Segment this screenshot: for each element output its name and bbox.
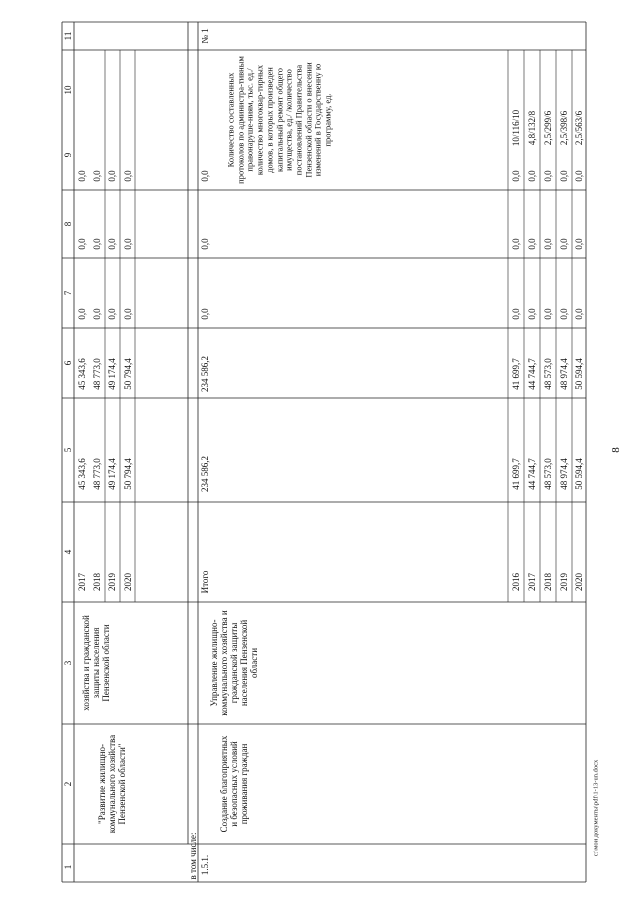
- task-col6: 48 573,0: [543, 358, 553, 390]
- program-col8: 0,0: [123, 238, 133, 250]
- task-col9: 0,0: [559, 170, 569, 182]
- program-col6: 45 343,6: [77, 358, 87, 390]
- header-col-10: 10: [63, 85, 73, 95]
- header-col-6: 6: [63, 360, 73, 366]
- task-col6: 50 594,4: [574, 358, 584, 390]
- task-col7: 0,0: [574, 308, 584, 320]
- task-col5: 44 744,7: [527, 458, 537, 490]
- task-executor: Управление жилищно-коммунального хозяйства и гражданской защиты населения Пензенской области: [209, 610, 259, 716]
- program-col5: 48 773,0: [92, 458, 102, 490]
- task-col6: 44 744,7: [527, 358, 537, 390]
- task-col8: 0,0: [511, 238, 521, 250]
- header-col-11: 11: [63, 31, 73, 41]
- program-col5: 45 343,6: [77, 458, 87, 490]
- task-total-col6: 234 586,2: [200, 356, 210, 392]
- task-name: Создание благоприятных и безопасных условий проживания граждан: [219, 735, 249, 833]
- program-executor: хозяйства и гражданской защиты населения Пензенской области: [81, 615, 111, 711]
- task-indicator: Количество составленных протоколов по администра-тивным правонаруше-ниям, тыс. ед./ количество многоквар-тирных домов, в которых произведен капитальный ремонт общего имущества, ед./ /количество постановлений Правительства Пензенской области о внесении изменений в Государственну ю программу, ед.: [225, 56, 333, 184]
- program-col6: 49 174,4: [107, 358, 117, 390]
- task-col5: 41 699,7: [511, 458, 521, 490]
- program-col5: 49 174,4: [107, 458, 117, 490]
- rotated-table-page: [62, 22, 586, 882]
- task-col8: 0,0: [543, 238, 553, 250]
- program-col8: 0,0: [77, 238, 87, 250]
- task-col10: 4,8/132/8: [527, 110, 537, 146]
- program-year: 2019: [107, 573, 117, 591]
- task-col9: 0,0: [574, 170, 584, 182]
- task-col5: 48 573,0: [543, 458, 553, 490]
- header-col-5: 5: [63, 447, 73, 453]
- including-label: в том числе:: [188, 832, 198, 880]
- footer-file-path: c:\мои документы\pdf\1-13-un.docx: [592, 759, 600, 857]
- task-col7: 0,0: [543, 308, 553, 320]
- task-year: 2020: [574, 573, 584, 591]
- task-total-col9: 0,0: [200, 170, 210, 182]
- task-col9: 0,0: [543, 170, 553, 182]
- program-col8: 0,0: [107, 238, 117, 250]
- program-col7: 0,0: [107, 308, 117, 320]
- program-col9: 0,0: [77, 170, 87, 182]
- header-col-8: 8: [63, 221, 73, 227]
- program-name: "Развитие жилищно-коммунального хозяйства Пензенской области": [97, 734, 127, 834]
- task-year: 2016: [511, 573, 521, 591]
- program-col5: 50 794,4: [123, 458, 133, 490]
- task-col10: 2,5/398/6: [559, 110, 569, 146]
- program-year: 2017: [77, 573, 87, 591]
- program-col7: 0,0: [77, 308, 87, 320]
- program-col9: 0,0: [92, 170, 102, 182]
- program-col6: 48 773,0: [92, 358, 102, 390]
- task-col7: 0,0: [527, 308, 537, 320]
- task-total-col7: 0,0: [200, 308, 210, 320]
- task-col6: 41 699,7: [511, 358, 521, 390]
- header-col-3: 3: [63, 660, 73, 666]
- program-col8: 0,0: [92, 238, 102, 250]
- header-col-9: 9: [63, 152, 73, 158]
- task-col8: 0,0: [559, 238, 569, 250]
- task-col10: 2,5/563/6: [574, 110, 584, 146]
- program-col9: 0,0: [107, 170, 117, 182]
- task-total-col5: 234 586,2: [200, 456, 210, 492]
- task-total-label: Итого: [200, 570, 210, 594]
- task-col5: 50 594,4: [574, 458, 584, 490]
- header-col-7: 7: [63, 290, 73, 296]
- page-number: 8: [610, 447, 622, 453]
- task-year: 2018: [543, 573, 553, 591]
- header-col-4: 4: [63, 549, 73, 555]
- program-year: 2018: [92, 573, 102, 591]
- header-col-1: 1: [63, 864, 73, 870]
- task-col7: 0,0: [511, 308, 521, 320]
- task-col9: 0,0: [527, 170, 537, 182]
- task-year: 2019: [559, 573, 569, 591]
- program-col9: 0,0: [123, 170, 133, 182]
- task-total-col8: 0,0: [200, 238, 210, 250]
- task-col8: 0,0: [527, 238, 537, 250]
- program-col7: 0,0: [123, 308, 133, 320]
- task-col5: 48 974,4: [559, 458, 569, 490]
- task-number: 1.5.1.: [200, 854, 210, 876]
- program-col7: 0,0: [92, 308, 102, 320]
- task-col9: 0,0: [511, 170, 521, 182]
- task-col6: 48 974,4: [559, 358, 569, 390]
- task-col10: 2,5/299/6: [543, 110, 553, 146]
- task-year: 2017: [527, 573, 537, 591]
- program-col6: 50 794,4: [123, 358, 133, 390]
- task-col7: 0,0: [559, 308, 569, 320]
- task-col8: 0,0: [574, 238, 584, 250]
- task-col10: 10/116/10: [511, 109, 521, 147]
- task-indicator-number: № 1: [200, 28, 210, 44]
- header-col-2: 2: [63, 781, 73, 787]
- program-year: 2020: [123, 573, 133, 591]
